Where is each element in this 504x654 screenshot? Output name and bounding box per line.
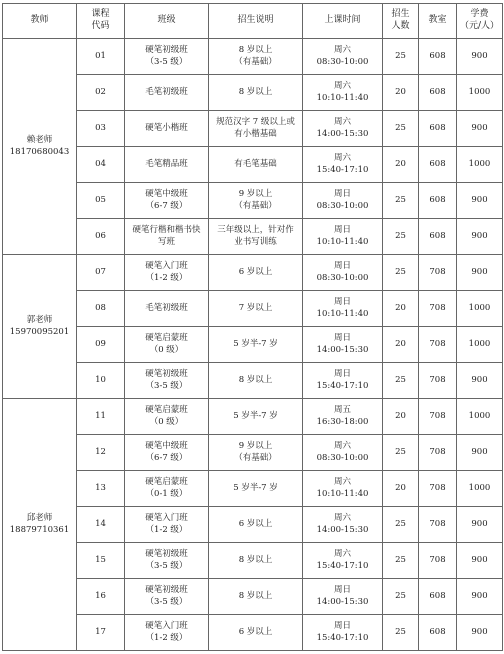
class-name-cell [125,327,209,363]
quota-cell [383,219,419,255]
requirement-cell [209,147,303,183]
quota-text: 25 [395,230,406,241]
class-name-cell [125,471,209,507]
requirement-text: 9 岁以上 （有基础） [234,189,277,211]
teacher-cell [3,39,77,255]
course-code-cell [77,219,125,255]
table-row [3,183,503,219]
requirement-text: 9 岁以上 （有基础） [234,441,277,463]
class-name-cell [125,615,209,651]
table-row [3,147,503,183]
classroom-text: 608 [429,230,446,241]
classroom-text: 708 [429,554,446,565]
teacher-phone: 18879710361 [9,524,70,535]
class-time-text: 周六 14:00-15:30 [316,117,369,139]
class-name-text: 硬笔小楷班 [145,122,188,133]
class-name-cell [125,147,209,183]
table-row [3,399,503,435]
quota-text: 25 [395,194,406,205]
class-time-text: 周六 14:00-15:30 [316,513,369,535]
classroom-text: 708 [429,374,446,385]
classroom-text: 608 [429,50,446,61]
course-code-cell [77,147,125,183]
class-time-text: 周六 15:40-17:10 [316,549,369,571]
requirement-text: 5 岁半-7 岁 [233,410,278,421]
class-name-cell [125,291,209,327]
class-time-cell [303,39,383,75]
course-code-cell [77,111,125,147]
class-time-cell [303,399,383,435]
classroom-cell [419,363,457,399]
fee-cell [457,183,503,219]
fee-text: 1000 [468,410,491,421]
requirement-cell [209,255,303,291]
class-name-text: 硬笔启蒙班 （0 级） [145,405,188,427]
fee-text: 900 [471,626,488,637]
course-code-text: 05 [95,194,106,205]
class-name-text: 硬笔中级班 （6-7 级） [145,441,188,463]
requirement-cell [209,435,303,471]
classroom-cell [419,579,457,615]
class-time-text: 周六 10:10-11:40 [316,81,369,103]
header-requirement: 招生说明 [209,4,303,39]
class-name-cell [125,183,209,219]
fee-text: 900 [471,554,488,565]
course-code-cell [77,435,125,471]
class-name-text: 硬笔启蒙班 （0 级） [145,333,188,355]
class-time-text: 周六 08:30-10:00 [316,441,369,463]
class-time-cell [303,507,383,543]
requirement-text: 8 岁以上 （有基础） [234,45,277,67]
fee-cell [457,363,503,399]
fee-cell [457,291,503,327]
requirement-text: 6 岁以上 [238,626,273,637]
class-name-cell [125,507,209,543]
header-fee: 学费 （元/人） [457,4,503,39]
class-name-text: 硬笔初级班 （3-5 级） [145,45,188,67]
class-name-cell [125,255,209,291]
class-name-text: 毛笔初级班 [145,302,188,313]
class-time-cell [303,363,383,399]
quota-text: 20 [395,482,406,493]
fee-cell [457,543,503,579]
classroom-text: 708 [429,482,446,493]
quota-cell [383,183,419,219]
class-time-cell [303,219,383,255]
course-code-cell [77,363,125,399]
fee-cell [457,327,503,363]
class-name-text: 硬笔中级班 （6-7 级） [145,189,188,211]
fee-text: 900 [471,230,488,241]
quota-text: 25 [395,122,406,133]
fee-text: 900 [471,122,488,133]
class-time-text: 周日 08:30-10:00 [316,189,369,211]
class-name-text: 毛笔精品班 [145,158,188,169]
course-code-cell [77,183,125,219]
quota-cell [383,39,419,75]
quota-cell [383,435,419,471]
class-time-cell [303,579,383,615]
table-row [3,435,503,471]
course-schedule-table [2,3,503,651]
course-code-cell [77,471,125,507]
quota-cell [383,363,419,399]
classroom-text: 708 [429,446,446,457]
requirement-text: 5 岁半-7 岁 [233,338,278,349]
quota-text: 25 [395,518,406,529]
classroom-cell [419,183,457,219]
requirement-cell [209,579,303,615]
quota-text: 20 [395,410,406,421]
table-row [3,507,503,543]
course-code-cell [77,39,125,75]
table-row [3,111,503,147]
class-name-cell [125,363,209,399]
quota-cell [383,111,419,147]
class-time-cell [303,615,383,651]
classroom-cell [419,327,457,363]
course-code-text: 12 [95,446,106,457]
course-code-cell [77,255,125,291]
requirement-text: 8 岁以上 [238,86,273,97]
quota-text: 20 [395,302,406,313]
class-time-text: 周日 15:40-17:10 [316,621,369,643]
fee-cell [457,615,503,651]
fee-cell [457,507,503,543]
class-time-text: 周日 08:30-10:00 [316,261,369,283]
fee-cell [457,399,503,435]
requirement-cell [209,543,303,579]
classroom-cell [419,39,457,75]
requirement-text: 6 岁以上 [238,518,273,529]
class-name-cell [125,75,209,111]
course-code-text: 17 [95,626,106,637]
teacher-cell [3,399,77,651]
quota-text: 20 [395,338,406,349]
fee-text: 1000 [468,86,491,97]
fee-cell [457,111,503,147]
quota-cell [383,543,419,579]
course-code-cell [77,399,125,435]
class-time-cell [303,111,383,147]
class-name-text: 硬笔初级班 （3-5 级） [145,549,188,571]
header-class: 班级 [125,4,209,39]
course-code-cell [77,291,125,327]
classroom-text: 608 [429,590,446,601]
course-code-text: 09 [95,338,106,349]
class-time-cell [303,327,383,363]
course-code-text: 13 [95,482,106,493]
quota-cell [383,75,419,111]
course-code-cell [77,579,125,615]
class-time-text: 周日 15:40-17:10 [316,369,369,391]
fee-text: 1000 [468,338,491,349]
quota-text: 25 [395,50,406,61]
fee-text: 900 [471,590,488,601]
table-row [3,543,503,579]
course-code-text: 16 [95,590,106,601]
quota-text: 20 [395,158,406,169]
course-code-text: 06 [95,230,106,241]
course-code-cell [77,75,125,111]
fee-text: 900 [471,374,488,385]
course-code-text: 11 [95,410,106,421]
classroom-cell [419,147,457,183]
class-name-text: 硬笔入门班 （1-2 级） [145,621,188,643]
class-time-cell [303,75,383,111]
classroom-text: 608 [429,122,446,133]
quota-cell [383,399,419,435]
requirement-cell [209,219,303,255]
teacher-name: 赖老师 [26,135,53,146]
quota-text: 25 [395,374,406,385]
table-row [3,219,503,255]
table-row [3,471,503,507]
quota-text: 25 [395,554,406,565]
quota-text: 25 [395,590,406,601]
classroom-cell [419,111,457,147]
classroom-text: 708 [429,266,446,277]
requirement-cell [209,111,303,147]
class-name-text: 毛笔初级班 [145,86,188,97]
classroom-cell [419,75,457,111]
quota-cell [383,255,419,291]
fee-text: 900 [471,194,488,205]
course-code-cell [77,615,125,651]
quota-cell [383,615,419,651]
requirement-cell [209,363,303,399]
classroom-text: 608 [429,194,446,205]
class-time-text: 周五 16:30-18:00 [316,405,369,427]
class-name-cell [125,111,209,147]
schedule-body [3,39,503,651]
table-row [3,579,503,615]
requirement-cell [209,615,303,651]
teacher-phone: 18170680043 [9,146,70,157]
classroom-cell [419,543,457,579]
quota-cell [383,579,419,615]
class-name-text: 硬笔初级班 （3-5 级） [145,585,188,607]
quota-cell [383,507,419,543]
fee-cell [457,147,503,183]
requirement-text: 6 岁以上 [238,266,273,277]
classroom-cell [419,255,457,291]
quota-cell [383,291,419,327]
requirement-cell [209,75,303,111]
class-time-cell [303,435,383,471]
classroom-cell [419,399,457,435]
requirement-cell [209,291,303,327]
table-row [3,255,503,291]
class-time-text: 周六 08:30-10:00 [316,45,369,67]
requirement-text: 规范汉字 7 级以上或 有小楷基础 [216,117,295,139]
classroom-cell [419,291,457,327]
class-time-text: 周日 14:00-15:30 [316,585,369,607]
course-code-text: 10 [95,374,106,385]
fee-text: 1000 [468,302,491,313]
classroom-text: 608 [429,626,446,637]
table-row [3,327,503,363]
requirement-text: 三年级以上，针对作 业书写训练 [217,225,294,247]
course-code-cell [77,543,125,579]
teacher-phone: 15970095201 [9,326,70,337]
quota-cell [383,471,419,507]
requirement-text: 8 岁以上 [238,374,273,385]
fee-cell [457,75,503,111]
class-time-text: 周日 10:10-11:40 [316,297,369,319]
class-name-cell [125,39,209,75]
class-time-cell [303,471,383,507]
class-name-cell [125,219,209,255]
quota-text: 25 [395,626,406,637]
class-time-text: 周六 10:10-11:40 [316,477,369,499]
course-code-text: 01 [95,50,106,61]
class-time-text: 周日 14:00-15:30 [316,333,369,355]
class-name-text: 硬笔行楷和楷书快 写班 [132,225,201,247]
quota-text: 25 [395,446,406,457]
classroom-cell [419,435,457,471]
table-row [3,363,503,399]
header-course-code: 课程 代码 [77,4,125,39]
class-name-text: 硬笔入门班 （1-2 级） [145,261,188,283]
fee-cell [457,219,503,255]
fee-cell [457,255,503,291]
course-code-cell [77,507,125,543]
class-name-text: 硬笔初级班 （3-5 级） [145,369,188,391]
quota-cell [383,327,419,363]
requirement-cell [209,327,303,363]
requirement-text: 5 岁半-7 岁 [233,482,278,493]
class-time-cell [303,255,383,291]
course-code-text: 08 [95,302,106,313]
class-time-cell [303,543,383,579]
table-row [3,291,503,327]
class-name-cell [125,579,209,615]
quota-cell [383,147,419,183]
class-time-cell [303,183,383,219]
fee-cell [457,435,503,471]
requirement-cell [209,183,303,219]
teacher-cell [3,255,77,399]
classroom-cell [419,507,457,543]
class-name-text: 硬笔启蒙班 （0-1 级） [145,477,188,499]
fee-cell [457,39,503,75]
classroom-text: 708 [429,410,446,421]
course-code-text: 03 [95,122,106,133]
fee-text: 900 [471,446,488,457]
class-time-cell [303,147,383,183]
fee-text: 1000 [468,158,491,169]
requirement-text: 7 岁以上 [238,302,273,313]
course-code-text: 02 [95,86,106,97]
fee-text: 1000 [468,482,491,493]
fee-text: 900 [471,518,488,529]
class-name-cell [125,543,209,579]
requirement-text: 8 岁以上 [238,554,273,565]
classroom-text: 608 [429,158,446,169]
fee-text: 900 [471,266,488,277]
classroom-text: 708 [429,302,446,313]
class-time-text: 周六 15:40-17:10 [316,153,369,175]
classroom-text: 708 [429,518,446,529]
table-row [3,39,503,75]
header-quota: 招生 人数 [383,4,419,39]
class-name-cell [125,399,209,435]
teacher-name: 郭老师 [26,315,53,326]
course-code-text: 15 [95,554,106,565]
fee-text: 900 [471,50,488,61]
teacher-name: 邱老师 [26,513,53,524]
class-time-text: 周日 10:10-11:40 [316,225,369,247]
requirement-cell [209,39,303,75]
requirement-cell [209,399,303,435]
course-code-text: 04 [95,158,106,169]
classroom-text: 708 [429,338,446,349]
requirement-text: 8 岁以上 [238,590,273,601]
classroom-cell [419,615,457,651]
header-row [3,4,503,39]
quota-text: 20 [395,86,406,97]
schedule-wrapper [2,3,503,651]
classroom-cell [419,219,457,255]
header-class-time: 上课时间 [303,4,383,39]
classroom-text: 608 [429,86,446,97]
course-code-cell [77,327,125,363]
requirement-cell [209,471,303,507]
fee-cell [457,579,503,615]
requirement-text: 有毛笔基础 [234,158,277,169]
quota-text: 25 [395,266,406,277]
requirement-cell [209,507,303,543]
fee-cell [457,471,503,507]
classroom-cell [419,471,457,507]
header-classroom: 教室 [419,4,457,39]
header-teacher: 教师 [3,4,77,39]
table-row [3,75,503,111]
class-name-cell [125,435,209,471]
class-time-cell [303,291,383,327]
table-row [3,615,503,651]
class-name-text: 硬笔入门班 （1-2 级） [145,513,188,535]
course-code-text: 07 [95,266,106,277]
course-code-text: 14 [95,518,106,529]
